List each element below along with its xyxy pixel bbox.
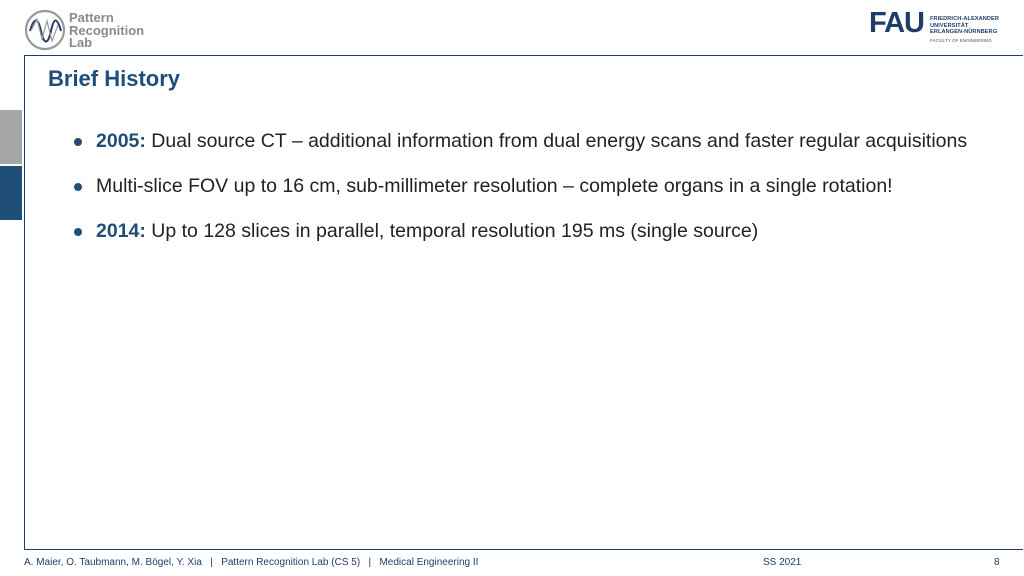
- fau-university-name: [930, 16, 999, 36]
- bullet-year: 2005:: [96, 130, 146, 152]
- prl-line-2: Recognition: [69, 22, 145, 38]
- prl-logo-text: [69, 12, 144, 50]
- fau-wordmark: [869, 9, 927, 35]
- pattern-recognition-lab-logo: [24, 9, 154, 53]
- bullet-item: [72, 218, 972, 245]
- section-tab-previous: [0, 110, 22, 164]
- fau-wordmark-text: FAU: [869, 9, 924, 35]
- prl-line-1: Pattern: [69, 10, 114, 25]
- fau-logo: [869, 9, 1009, 45]
- prl-line-3: Lab: [69, 35, 93, 50]
- footer-separator: |: [210, 557, 213, 568]
- fau-line-1: FRIEDRICH-ALEXANDER: [930, 16, 1000, 22]
- page-number: 8: [994, 557, 1000, 568]
- bullet-dot-icon: [74, 228, 82, 236]
- bullet-text: Dual source CT – additional information from dual energy scans and faster regular acquisitions: [151, 130, 968, 152]
- bullet-text: Multi-slice FOV up to 16 cm, sub-millimeter resolution – complete organs in a single rotation!: [96, 175, 893, 197]
- footer-lab: Pattern Recognition Lab (CS 5): [221, 557, 361, 568]
- footer-course: Medical Engineering II: [379, 557, 479, 568]
- footer-credits: [24, 557, 478, 568]
- bullet-dot-icon: [74, 183, 82, 191]
- bullet-list: [72, 128, 972, 263]
- footer-term: SS 2021: [763, 557, 802, 568]
- fau-faculty: FACULTY OF ENGINEERING: [930, 38, 992, 43]
- bullet-year: 2014:: [96, 220, 146, 242]
- fau-line-2: UNIVERSITÄT: [930, 22, 969, 29]
- section-tab-current: [0, 166, 22, 220]
- bullet-dot-icon: [74, 138, 82, 146]
- prl-logo-icon: [24, 9, 66, 51]
- footer-separator: |: [368, 557, 372, 568]
- footer-authors: A. Maier, O. Taubmann, M. Bögel, Y. Xia: [24, 557, 202, 568]
- slide-title: Brief History: [48, 66, 181, 91]
- bullet-text: Up to 128 slices in parallel, temporal resolution 195 ms (single source): [151, 220, 759, 242]
- bullet-item: [72, 173, 972, 200]
- bullet-item: [72, 128, 972, 155]
- fau-line-3: ERLANGEN-NÜRNBERG: [930, 29, 998, 36]
